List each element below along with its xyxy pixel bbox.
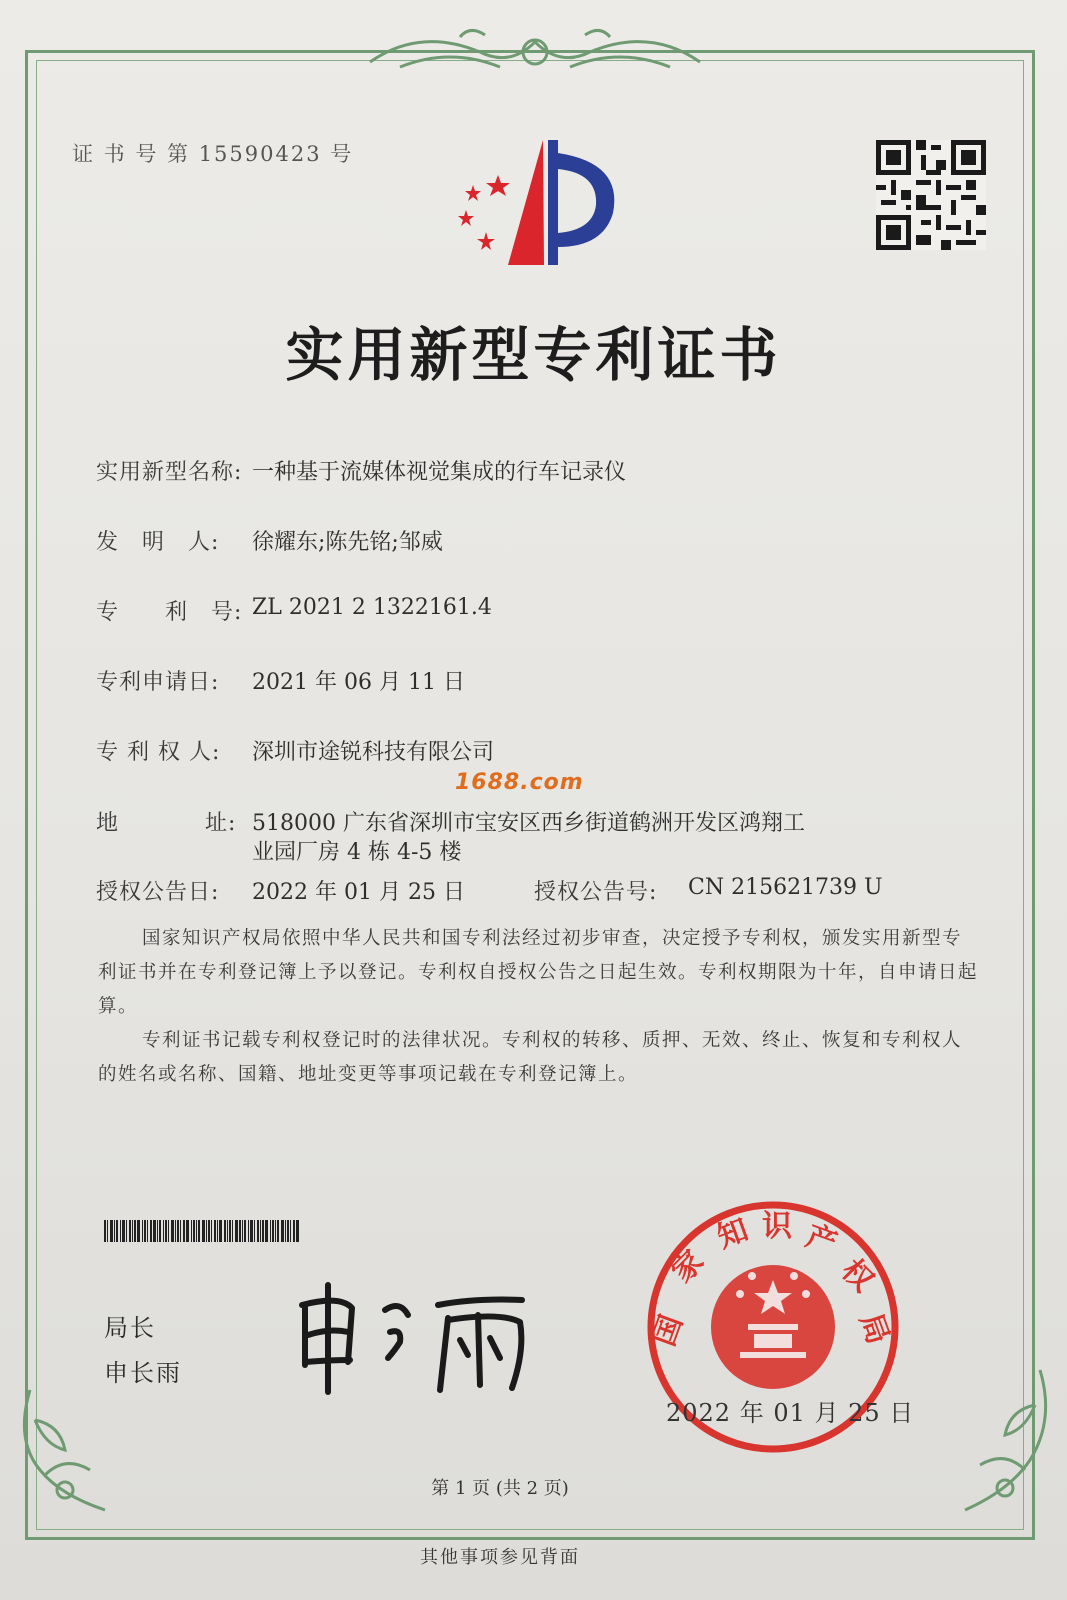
filing-date-value: 2021 年 06 月 11 日 <box>252 670 465 695</box>
legal-paragraph-1: 国家知识产权局依照中华人民共和国专利法经过初步审查，决定授予专利权，颁发实用新型专利证书并在专利登记簿上予以登记。专利权自授权公告之日起生效。专利权期限为十年，自申请日起算。 <box>98 928 979 1017</box>
patentee-label: 专 利 权 人: <box>96 740 221 765</box>
bottom-right-ornament <box>950 1360 1060 1530</box>
svg-text:知: 知 <box>712 1212 753 1256</box>
utility-model-name-value: 一种基于流媒体视觉集成的行车记录仪 <box>252 460 627 485</box>
certificate-title: 实用新型专利证书 <box>285 321 782 389</box>
legal-paragraph-2: 专利证书记载专利权登记时的法律状况。专利权的转移、质押、无效、终止、恢复和专利权人的姓名或名称、国籍、地址变更等事项记载在专利登记簿上。 <box>98 1030 963 1085</box>
filing-date-label: 专利申请日: <box>96 670 220 695</box>
svg-text:识: 识 <box>762 1209 792 1244</box>
barcode <box>104 1220 396 1242</box>
qr-code-icon <box>876 140 986 250</box>
address-line-1: 518000 广东省深圳市宝安区西乡街道鹤洲开发区鸿翔工 <box>252 811 805 836</box>
director-name-label: 申长雨 <box>104 1359 182 1387</box>
address-line-2: 业园厂房 4 栋 4-5 楼 <box>252 840 462 865</box>
top-ornament <box>360 22 710 82</box>
svg-text:家: 家 <box>664 1243 711 1290</box>
footer-note: 其他事项参见背面 <box>420 1547 580 1568</box>
address-label-right: 址: <box>205 811 237 836</box>
inventor-value: 徐耀东;陈先铭;邹威 <box>252 530 443 555</box>
address-label-left: 地 <box>96 811 120 836</box>
seal-date: 2022 年 01 月 25 日 <box>666 1399 915 1427</box>
utility-model-name-label: 实用新型名称: <box>96 460 243 485</box>
director-title-label: 局长 <box>104 1314 156 1342</box>
svg-text:产: 产 <box>801 1218 842 1262</box>
announcement-number-value: CN 215621739 U <box>688 875 883 900</box>
announcement-date-value: 2022 年 01 月 25 日 <box>252 880 465 905</box>
inventor-label: 发 明 人: <box>96 530 220 555</box>
announcement-date-label: 授权公告日: <box>96 880 220 905</box>
page-number: 第 1 页 (共 2 页) <box>431 1478 569 1499</box>
patentee-value: 深圳市途锐科技有限公司 <box>252 740 495 765</box>
cnipa-logo-icon <box>448 135 628 270</box>
handwritten-signature <box>290 1280 550 1400</box>
watermark-text: 1688.com <box>455 770 584 795</box>
svg-text:国: 国 <box>646 1310 690 1351</box>
announcement-number-label: 授权公告号: <box>534 880 658 905</box>
patent-number-value: ZL 2021 2 1322161.4 <box>252 595 492 620</box>
bottom-left-ornament <box>10 1380 120 1530</box>
certificate-number: 证 书 号 第 15590423 号 <box>72 142 354 166</box>
patent-number-label: 专 利 号: <box>96 600 243 625</box>
svg-text:局: 局 <box>852 1308 896 1349</box>
svg-text:权: 权 <box>834 1252 881 1299</box>
